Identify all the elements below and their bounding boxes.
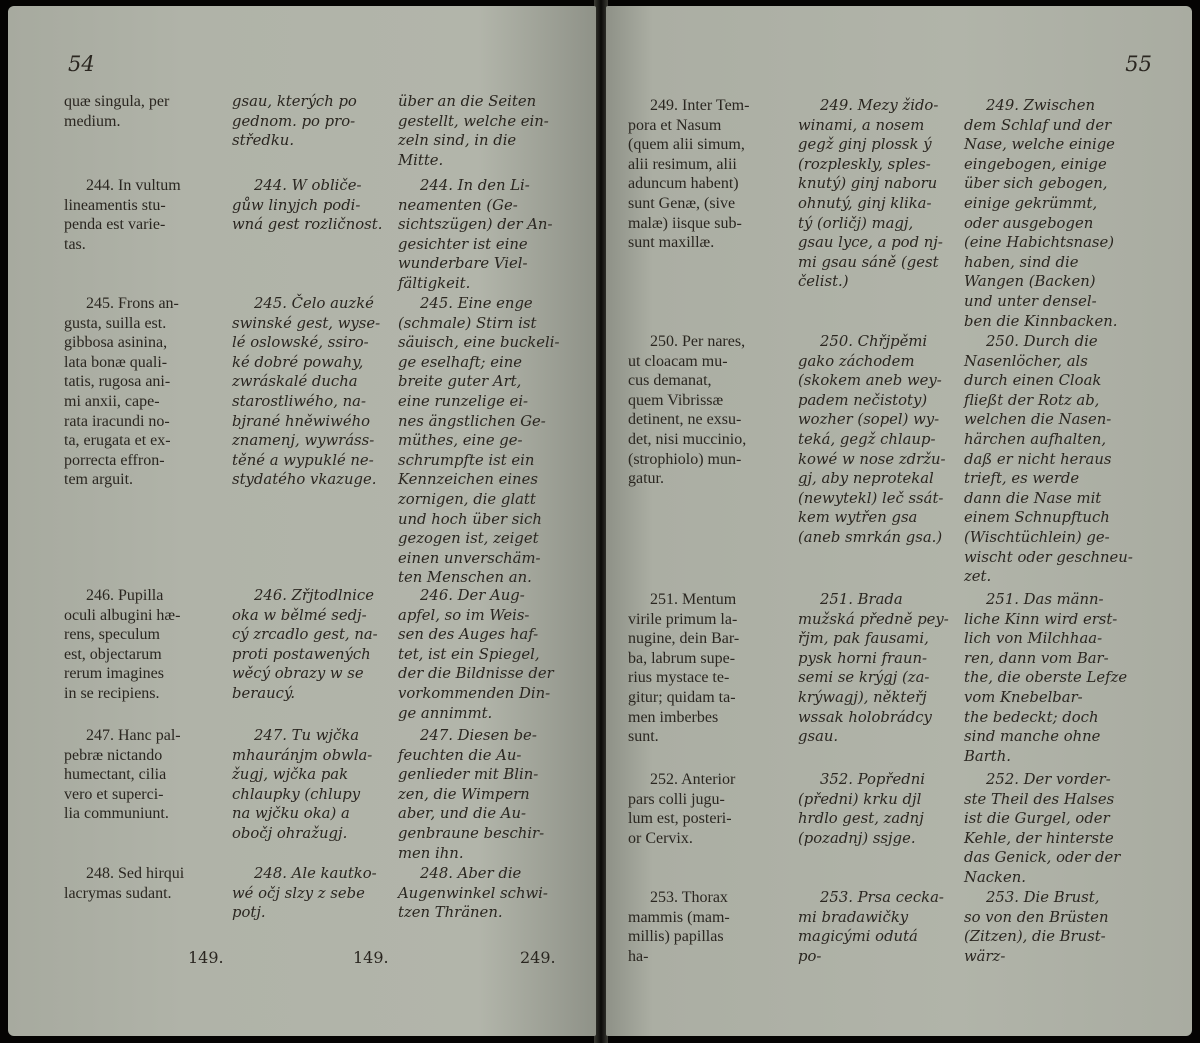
entry-text: 253. Prsa cecka- mi bradawičky magicými odutá po- (798, 889, 944, 965)
german-column (398, 92, 566, 992)
right-page (606, 6, 1192, 1036)
czech-entry (798, 590, 964, 747)
entry-text: 245. Frons an- gusta, suilla est. gibbosa asinina, lata bonæ quali- tatis, rugosa ani- mi anxii, cape- rata iracundi no- ta, erugata et ex- porrecta effron- tem arguit. (64, 295, 179, 489)
entry-text: 246. Der Aug- apfel, so im Weis- sen des Auges haf- tet, ist ein Spiegel, der die Bildnisse der vorkommenden Din- ge annimmt. (398, 587, 554, 722)
signature-mark: 149. (353, 948, 389, 967)
latin-entry (628, 96, 796, 253)
latin-entry (64, 294, 226, 490)
german-entry (964, 770, 1136, 888)
latin-entry (628, 888, 796, 966)
entry-text: 249. Mezy žido- winami, a nosem gegž ginj plossk ý (rozpleskly, sples- knutý) ginj naboru ohnutý, ginj klika- tý (orličj) magj, gsau lyce, a pod nj- mi gsau sáně (gest čelist.) (798, 97, 943, 291)
signature-mark: 249. (520, 948, 556, 967)
czech-entry (798, 888, 964, 966)
entry-text: 253. Thorax mammis (mam- millis) papillas ha- (628, 889, 730, 965)
signature-mark: 149. (188, 948, 224, 967)
entry-text: 248. Ale kautko- wé očj slzy z sebe potj. (232, 865, 377, 922)
german-entry (398, 864, 566, 923)
czech-entry (798, 96, 964, 292)
german-entry (398, 586, 566, 723)
latin-entry (64, 864, 226, 903)
entry-text: quæ singula, per medium. (64, 93, 170, 130)
german-entry (398, 92, 566, 170)
entry-text: 249. Zwischen dem Schlaf und der Nase, welche einige eingebogen, einige über sich gebogen, einige gekrümmt, oder ausgebogen (eine Habichtsnase) haben, sind die Wangen (Backen) und unter densel- ben die Kinnbacken. (964, 97, 1118, 330)
german-entry (398, 726, 566, 863)
latin-column (628, 96, 796, 996)
entry-text: 244. In vultum lineamentis stu- penda est varie- tas. (64, 177, 181, 253)
entry-text: 253. Die Brust, so von den Brüsten (Zitzen), die Brust- wärz- (964, 889, 1109, 965)
german-entry (964, 590, 1136, 766)
entry-text: 248. Aber die Augenwinkel schwi- tzen Thränen. (398, 865, 548, 922)
entry-text: 251. Brada mužská předně pey- řjm, pak fausami, pysk horni fraun- semi se krýgj (za- krýwagj), někteřj wssak holobrádcy gsau. (798, 591, 949, 746)
entry-text: 244. In den Li- neamenten (Ge- sichtszügen) der An- gesichter ist eine wunderbare Viel- fältigkeit. (398, 177, 553, 292)
entry-text: 249. Inter Tem- pora et Nasum (quem alii simum, alii resimum, alii aduncum habent) sunt Genæ, (sive malæ) iisque sub- sunt maxillæ. (628, 97, 750, 252)
czech-entry (232, 864, 394, 923)
german-entry (964, 888, 1136, 966)
entry-text: 250. Per nares, ut cloacam mu- cus demanat, quem Vibrissæ detinent, ne exsu- det, nisi muccinio, (strophiolo) mun- gatur. (628, 333, 747, 488)
latin-entry (64, 726, 226, 824)
german-entry (398, 176, 566, 294)
latin-entry (64, 176, 226, 254)
czech-entry (232, 294, 394, 490)
entry-text: 250. Chřjpěmi gako záchodem (skokem aneb wey- padem nečistoty) wozher (sopel) wy- teká, gegž chlaup- kowé w nose zdržu- gj, aby neprotekal (newytekl) leč ssát- kem wytřen gsa (aneb smrkán gsa.) (798, 333, 946, 546)
entry-text: 247. Hanc pal- pebræ nictando humectant, cilia vero et superci- lia communiunt. (64, 727, 181, 823)
czech-entry (232, 586, 394, 704)
page-number: 54 (68, 52, 95, 76)
latin-entry (64, 586, 226, 704)
czech-column (798, 96, 964, 996)
czech-entry (232, 92, 394, 151)
entry-text: gsau, kterých po gednom. po pro- středku. (232, 93, 357, 150)
latin-entry (628, 590, 796, 747)
latin-column (64, 92, 226, 992)
german-entry (964, 96, 1136, 331)
entry-text: 247. Tu wjčka mhauránjm obwla- žugj, wjčka pak chlaupky (chlupy na wjčku oka) a obočj ohražugj. (232, 727, 373, 842)
entry-text: 252. Der vorder- ste Theil des Halses ist die Gurgel, oder Kehle, der hinterste das Genick, oder der Nacken. (964, 771, 1121, 886)
entry-text: 352. Popředni (předni) krku djl hrdlo gest, zadnj (pozadnj) ssjge. (798, 771, 925, 847)
entry-text: 248. Sed hirqui lacrymas sudant. (64, 865, 185, 902)
entry-text: 252. Anterior pars colli jugu- lum est, posteri- or Cervix. (628, 771, 736, 847)
latin-entry (628, 332, 796, 489)
german-entry (398, 294, 566, 588)
czech-entry (798, 332, 964, 548)
entry-text: 247. Diesen be- feuchten die Au- genlieder mit Blin- zen, die Wimpern aber, und die Au- genbraune beschir- men ihn. (398, 727, 545, 862)
entry-text: 245. Čelo auzké swinské gest, wyse- lé oslowské, ssiro- ké dobré powahy, zwráskalé ducha starostliwého, na- bjrané hněwiwého znamenj, wywráss- těné a wypuklé ne- stydatého vkazuge. (232, 295, 381, 489)
czech-entry (798, 770, 964, 848)
entry-text: 251. Mentum virile primum la- nugine, dein Bar- ba, labrum supe- rius mystace te- gitur; quidam ta- men imberbes sunt. (628, 591, 740, 746)
entry-text: 250. Durch die Nasenlöcher, als durch einen Cloak fließt der Rotz ab, welchen die Nasen- härchen aufhalten, daß er nicht heraus trieft, es werde dann die Nase mit einem Schnupftuch (Wischtüchlein) ge- wischt oder geschneu- zet. (964, 333, 1133, 586)
entry-text: über an die Seiten gestellt, welche ein- zeln sind, in die Mitte. (398, 93, 549, 169)
entry-text: 245. Eine enge (schmale) Stirn ist säuisch, eine buckeli- ge eselhaft; eine breite guter Art, eine runzelige ei- nes ängstlichen Ge- müthes, eine ge- schrumpfte ist ein Kennzeichen eines zornigen, die glatt und hoch über sich gezogen ist, zeiget einen unverschäm- ten Menschen an. (398, 295, 560, 587)
entry-text: 246. Zřjtodlnice oka w bělmé sedj- cý zrcadlo gest, na- proti postawených wěcý obrazy w se beraucý. (232, 587, 378, 702)
left-page (8, 6, 596, 1036)
entry-text: 244. W obliče- gůw linyjch podi- wná gest rozličnost. (232, 177, 383, 234)
czech-entry (232, 176, 394, 235)
czech-column (232, 92, 394, 992)
czech-entry (232, 726, 394, 844)
latin-entry (628, 770, 796, 848)
page-number: 55 (1125, 52, 1152, 76)
entry-text: 246. Pupilla oculi albugini hæ- rens, speculum est, objectarum rerum imagines in se recipiens. (64, 587, 181, 702)
latin-entry (64, 92, 226, 131)
german-column (964, 96, 1136, 996)
entry-text: 251. Das männ- liche Kinn wird erst- lich von Milchhaa- ren, dann vom Bar- the, die oberste Lefze vom Knebelbar- the bedeckt; doch sind manche ohne Barth. (964, 591, 1128, 765)
german-entry (964, 332, 1136, 587)
